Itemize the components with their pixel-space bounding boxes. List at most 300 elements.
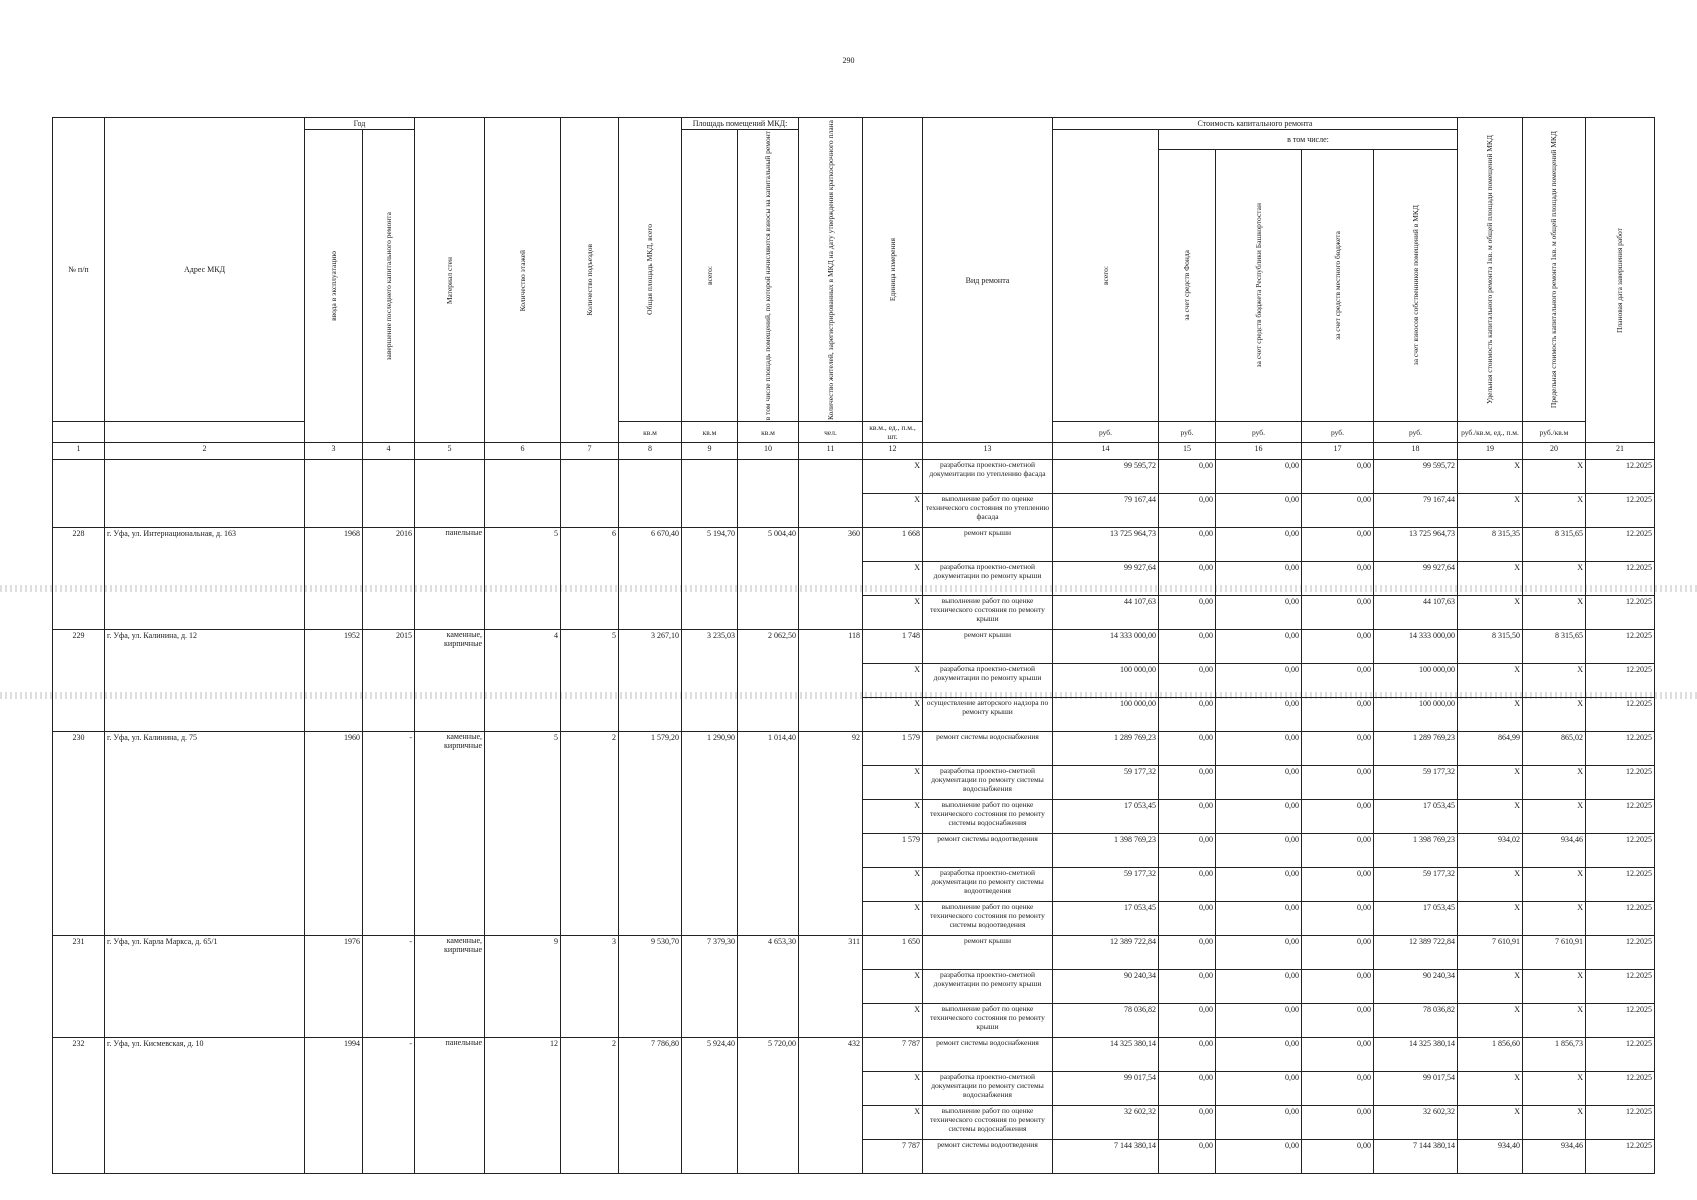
date-cell: 12.2025: [1586, 1140, 1655, 1174]
total-area-cell: [619, 664, 682, 698]
area-living-cell: [738, 596, 799, 630]
total-area-cell: 1 579,20: [619, 732, 682, 766]
date-cell: 12.2025: [1586, 494, 1655, 528]
unit-cell: руб.: [1302, 422, 1374, 443]
entrances-cell: [561, 1140, 619, 1174]
max-cost-cell: 934,46: [1523, 834, 1586, 868]
year-last-repair-cell: [363, 902, 415, 936]
table-row: [53, 970, 1655, 1004]
residents-cell: 432: [799, 1038, 863, 1072]
wall-material-cell: [415, 1106, 485, 1140]
repair-type-cell: выполнение работ по оценке технического состояния по ремонту крыши: [923, 1004, 1053, 1038]
year-last-repair-cell: [363, 664, 415, 698]
year-last-repair-cell: [363, 562, 415, 596]
table-row: [53, 834, 1655, 868]
area-all-cell: [682, 1004, 738, 1038]
area-living-cell: [738, 494, 799, 528]
cost-local-cell: 0,00: [1302, 494, 1374, 528]
residents-cell: 360: [799, 528, 863, 562]
cost-rb-cell: 0,00: [1216, 494, 1302, 528]
year-commission-cell: [305, 1072, 363, 1106]
address-cell: [105, 1072, 305, 1106]
area-all-cell: [682, 800, 738, 834]
year-commission-cell: 1968: [305, 528, 363, 562]
header-wall-material: Материал стен: [415, 118, 485, 443]
year-last-repair-cell: [363, 1004, 415, 1038]
row-number: [53, 1140, 105, 1174]
year-last-repair-cell: [363, 868, 415, 902]
year-last-repair-cell: [363, 460, 415, 494]
cost-local-cell: 0,00: [1302, 596, 1374, 630]
repair-type-cell: разработка проектно-сметной документации по ремонту крыши: [923, 970, 1053, 1004]
cost-owners-cell: 13 725 964,73: [1374, 528, 1458, 562]
col-number: 7: [561, 443, 619, 460]
max-cost-cell: X: [1523, 800, 1586, 834]
unit-value-cell: X: [863, 1004, 923, 1038]
floors-cell: 5: [485, 528, 561, 562]
entrances-cell: [561, 1004, 619, 1038]
address-cell: [105, 800, 305, 834]
header-floors: Количество этажей: [485, 118, 561, 443]
header-unit: Единица измерения: [863, 118, 923, 422]
year-commission-cell: [305, 970, 363, 1004]
area-all-cell: [682, 596, 738, 630]
cost-local-cell: 0,00: [1302, 970, 1374, 1004]
residents-cell: 118: [799, 630, 863, 664]
area-all-cell: [682, 1106, 738, 1140]
unit-cost-cell: X: [1458, 868, 1523, 902]
total-area-cell: 9 530,70: [619, 936, 682, 970]
area-living-cell: [738, 1004, 799, 1038]
entrances-cell: [561, 834, 619, 868]
floors-cell: 9: [485, 936, 561, 970]
year-last-repair-cell: [363, 1106, 415, 1140]
wall-material-cell: [415, 596, 485, 630]
repair-type-cell: ремонт системы водоотведения: [923, 1140, 1053, 1174]
header-cost-group: Стоимость капитального ремонта: [1053, 118, 1458, 130]
wall-material-cell: [415, 460, 485, 494]
repair-type-cell: разработка проектно-сметной документации по ремонту системы водоснабжения: [923, 766, 1053, 800]
date-cell: 12.2025: [1586, 1106, 1655, 1140]
total-area-cell: [619, 698, 682, 732]
entrances-cell: [561, 902, 619, 936]
address-cell: [105, 834, 305, 868]
date-cell: 12.2025: [1586, 698, 1655, 732]
year-commission-cell: [305, 1140, 363, 1174]
cost-total-cell: 90 240,34: [1053, 970, 1159, 1004]
area-living-cell: [738, 562, 799, 596]
total-area-cell: 6 670,40: [619, 528, 682, 562]
row-number: 231: [53, 936, 105, 970]
area-living-cell: [738, 1106, 799, 1140]
header-cost-fund: за счет средств Фонда: [1159, 149, 1216, 422]
cost-owners-cell: 59 177,32: [1374, 868, 1458, 902]
row-number: [53, 1072, 105, 1106]
row-number: 232: [53, 1038, 105, 1072]
floors-cell: [485, 494, 561, 528]
table-header: [53, 118, 1655, 460]
repair-type-cell: ремонт крыши: [923, 528, 1053, 562]
floors-cell: [485, 800, 561, 834]
date-cell: 12.2025: [1586, 800, 1655, 834]
cost-rb-cell: 0,00: [1216, 460, 1302, 494]
row-number: [53, 460, 105, 494]
residents-cell: [799, 596, 863, 630]
unit-cost-cell: X: [1458, 1072, 1523, 1106]
unit-cost-cell: X: [1458, 494, 1523, 528]
cost-fund-cell: 0,00: [1159, 1106, 1216, 1140]
row-number: [53, 902, 105, 936]
cost-local-cell: 0,00: [1302, 936, 1374, 970]
wall-material-cell: каменные, кирпичные: [415, 936, 485, 970]
wall-material-cell: [415, 494, 485, 528]
unit-value-cell: 1 668: [863, 528, 923, 562]
entrances-cell: 3: [561, 936, 619, 970]
unit-cost-cell: X: [1458, 1004, 1523, 1038]
total-area-cell: [619, 1140, 682, 1174]
col-number: 10: [738, 443, 799, 460]
cost-owners-cell: 44 107,63: [1374, 596, 1458, 630]
area-all-cell: [682, 970, 738, 1004]
cost-owners-cell: 100 000,00: [1374, 664, 1458, 698]
unit-value-cell: 1 579: [863, 732, 923, 766]
area-living-cell: [738, 834, 799, 868]
total-area-cell: 7 786,80: [619, 1038, 682, 1072]
col-number: 5: [415, 443, 485, 460]
row-number: [53, 834, 105, 868]
table-row: [53, 698, 1655, 732]
area-all-cell: [682, 494, 738, 528]
cost-total-cell: 79 167,44: [1053, 494, 1159, 528]
unit-cost-cell: 7 610,91: [1458, 936, 1523, 970]
date-cell: 12.2025: [1586, 1038, 1655, 1072]
cost-fund-cell: 0,00: [1159, 528, 1216, 562]
area-all-cell: 5 194,70: [682, 528, 738, 562]
cost-fund-cell: 0,00: [1159, 834, 1216, 868]
area-living-cell: [738, 766, 799, 800]
area-living-cell: 2 062,50: [738, 630, 799, 664]
residents-cell: [799, 834, 863, 868]
entrances-cell: [561, 800, 619, 834]
cost-rb-cell: 0,00: [1216, 528, 1302, 562]
residents-cell: [799, 460, 863, 494]
cost-owners-cell: 7 144 380,14: [1374, 1140, 1458, 1174]
address-cell: [105, 970, 305, 1004]
repair-type-cell: ремонт крыши: [923, 936, 1053, 970]
floors-cell: [485, 664, 561, 698]
col-number: 4: [363, 443, 415, 460]
unit-cost-cell: X: [1458, 460, 1523, 494]
unit-cost-cell: 1 856,60: [1458, 1038, 1523, 1072]
repair-type-cell: осуществление авторского надзора по ремонту крыши: [923, 698, 1053, 732]
year-commission-cell: [305, 596, 363, 630]
cost-owners-cell: 32 602,32: [1374, 1106, 1458, 1140]
wall-material-cell: [415, 800, 485, 834]
floors-cell: [485, 766, 561, 800]
header-cost-total: всего:: [1053, 130, 1159, 422]
unit-value-cell: X: [863, 664, 923, 698]
table-row: [53, 494, 1655, 528]
cost-total-cell: 14 325 380,14: [1053, 1038, 1159, 1072]
total-area-cell: [619, 596, 682, 630]
max-cost-cell: X: [1523, 868, 1586, 902]
cost-rb-cell: 0,00: [1216, 970, 1302, 1004]
row-number: [53, 970, 105, 1004]
year-last-repair-cell: -: [363, 732, 415, 766]
address-cell: [105, 596, 305, 630]
cost-local-cell: 0,00: [1302, 766, 1374, 800]
year-last-repair-cell: [363, 596, 415, 630]
row-number: [53, 1004, 105, 1038]
unit-cell: кв.м., ед., п.м., шт.: [863, 422, 923, 443]
unit-cell: кв.м: [738, 422, 799, 443]
max-cost-cell: 1 856,73: [1523, 1038, 1586, 1072]
area-all-cell: 3 235,03: [682, 630, 738, 664]
header-address: Адрес МКД: [105, 118, 305, 422]
header-entrances: Количество подъездов: [561, 118, 619, 443]
cost-local-cell: 0,00: [1302, 528, 1374, 562]
header-area-all: всего:: [682, 130, 738, 422]
cost-total-cell: 12 389 722,84: [1053, 936, 1159, 970]
cost-rb-cell: 0,00: [1216, 902, 1302, 936]
cost-fund-cell: 0,00: [1159, 1140, 1216, 1174]
entrances-cell: [561, 766, 619, 800]
table-body: [53, 460, 1655, 1174]
unit-cost-cell: X: [1458, 800, 1523, 834]
wall-material-cell: каменные, кирпичные: [415, 732, 485, 766]
cost-fund-cell: 0,00: [1159, 562, 1216, 596]
date-cell: 12.2025: [1586, 970, 1655, 1004]
cost-fund-cell: 0,00: [1159, 596, 1216, 630]
col-number: 19: [1458, 443, 1523, 460]
area-all-cell: [682, 664, 738, 698]
cost-owners-cell: 59 177,32: [1374, 766, 1458, 800]
unit-value-cell: X: [863, 970, 923, 1004]
entrances-cell: [561, 596, 619, 630]
date-cell: 12.2025: [1586, 766, 1655, 800]
area-all-cell: [682, 766, 738, 800]
area-living-cell: 4 653,30: [738, 936, 799, 970]
total-area-cell: [619, 800, 682, 834]
entrances-cell: [561, 1106, 619, 1140]
year-commission-cell: 1952: [305, 630, 363, 664]
area-all-cell: 1 290,90: [682, 732, 738, 766]
floors-cell: 5: [485, 732, 561, 766]
max-cost-cell: 934,46: [1523, 1140, 1586, 1174]
wall-material-cell: [415, 1140, 485, 1174]
repair-type-cell: разработка проектно-сметной документации по ремонту крыши: [923, 664, 1053, 698]
col-number: 8: [619, 443, 682, 460]
unit-cost-cell: X: [1458, 698, 1523, 732]
residents-cell: 92: [799, 732, 863, 766]
cost-rb-cell: 0,00: [1216, 800, 1302, 834]
table-row: [53, 766, 1655, 800]
row-number: [53, 664, 105, 698]
area-all-cell: 7 379,30: [682, 936, 738, 970]
unit-cost-cell: X: [1458, 1106, 1523, 1140]
entrances-cell: [561, 562, 619, 596]
cost-owners-cell: 12 389 722,84: [1374, 936, 1458, 970]
repair-type-cell: выполнение работ по оценке технического состояния по утеплению фасада: [923, 494, 1053, 528]
year-commission-cell: [305, 868, 363, 902]
area-all-cell: [682, 562, 738, 596]
year-commission-cell: [305, 460, 363, 494]
cost-local-cell: 0,00: [1302, 800, 1374, 834]
address-cell: [105, 766, 305, 800]
address-cell: [105, 562, 305, 596]
entrances-cell: 5: [561, 630, 619, 664]
residents-cell: [799, 698, 863, 732]
page-number: 290: [842, 56, 855, 65]
total-area-cell: [619, 1106, 682, 1140]
cost-local-cell: 0,00: [1302, 460, 1374, 494]
residents-cell: [799, 1140, 863, 1174]
col-number: 12: [863, 443, 923, 460]
wall-material-cell: [415, 698, 485, 732]
date-cell: 12.2025: [1586, 630, 1655, 664]
date-cell: 12.2025: [1586, 902, 1655, 936]
residents-cell: [799, 800, 863, 834]
total-area-cell: [619, 494, 682, 528]
floors-cell: [485, 596, 561, 630]
residents-cell: [799, 766, 863, 800]
cost-rb-cell: 0,00: [1216, 1072, 1302, 1106]
total-area-cell: 3 267,10: [619, 630, 682, 664]
cost-fund-cell: 0,00: [1159, 868, 1216, 902]
table-row: [53, 664, 1655, 698]
area-all-cell: [682, 1140, 738, 1174]
col-number: 16: [1216, 443, 1302, 460]
repair-type-cell: ремонт крыши: [923, 630, 1053, 664]
cost-total-cell: 59 177,32: [1053, 868, 1159, 902]
col-number: 15: [1159, 443, 1216, 460]
entrances-cell: [561, 494, 619, 528]
wall-material-cell: [415, 766, 485, 800]
header-incl: в том числе:: [1159, 130, 1458, 150]
unit-cost-cell: X: [1458, 902, 1523, 936]
year-last-repair-cell: [363, 1072, 415, 1106]
max-cost-cell: 865,02: [1523, 732, 1586, 766]
header-area-living: в том числе площадь помещений, по которой начисляются взносы на капитальный ремонт: [738, 130, 799, 422]
unit-cost-cell: X: [1458, 596, 1523, 630]
col-number: 13: [923, 443, 1053, 460]
table-row: [53, 800, 1655, 834]
cost-local-cell: 0,00: [1302, 698, 1374, 732]
wall-material-cell: каменные, кирпичные: [415, 630, 485, 664]
residents-cell: [799, 1004, 863, 1038]
repair-type-cell: выполнение работ по оценке технического состояния по ремонту системы водоснабжения: [923, 1106, 1053, 1140]
area-living-cell: 5 720,00: [738, 1038, 799, 1072]
header-residents: Количество жителей, зарегистрированных в МКД на дату утверждения краткосрочного плана: [799, 118, 863, 422]
cost-local-cell: 0,00: [1302, 1038, 1374, 1072]
cost-local-cell: 0,00: [1302, 630, 1374, 664]
header-cost-rb: за счет средств бюджета Республики Башкортостан: [1216, 149, 1302, 422]
floors-cell: [485, 1072, 561, 1106]
unit-value-cell: X: [863, 494, 923, 528]
area-living-cell: [738, 698, 799, 732]
repair-type-cell: ремонт системы водоснабжения: [923, 732, 1053, 766]
floors-cell: [485, 460, 561, 494]
col-number: 2: [105, 443, 305, 460]
area-living-cell: [738, 664, 799, 698]
unit-cell: руб.: [1374, 422, 1458, 443]
address-cell: [105, 902, 305, 936]
cost-owners-cell: 14 333 000,00: [1374, 630, 1458, 664]
cost-local-cell: 0,00: [1302, 1140, 1374, 1174]
repair-type-cell: разработка проектно-сметной документации по ремонту системы водоснабжения: [923, 1072, 1053, 1106]
cost-local-cell: 0,00: [1302, 902, 1374, 936]
cost-fund-cell: 0,00: [1159, 766, 1216, 800]
row-number: [53, 562, 105, 596]
wall-material-cell: [415, 1004, 485, 1038]
max-cost-cell: X: [1523, 1106, 1586, 1140]
floors-cell: [485, 868, 561, 902]
cost-fund-cell: 0,00: [1159, 698, 1216, 732]
header-cost-local: за счет средств местного бюджета: [1302, 149, 1374, 422]
entrances-cell: [561, 970, 619, 1004]
address-cell: [105, 1106, 305, 1140]
floors-cell: [485, 902, 561, 936]
year-commission-cell: [305, 698, 363, 732]
header-total-area: Общая площадь МКД, всего: [619, 118, 682, 422]
area-living-cell: [738, 902, 799, 936]
wall-material-cell: панельные: [415, 528, 485, 562]
address-cell: г. Уфа, ул. Карла Маркса, д. 65/1: [105, 936, 305, 970]
total-area-cell: [619, 868, 682, 902]
cost-fund-cell: 0,00: [1159, 902, 1216, 936]
entrances-cell: [561, 460, 619, 494]
cost-fund-cell: 0,00: [1159, 630, 1216, 664]
header-repair-type: Вид ремонта: [923, 118, 1053, 443]
total-area-cell: [619, 1004, 682, 1038]
area-living-cell: [738, 970, 799, 1004]
area-all-cell: [682, 902, 738, 936]
cost-rb-cell: 0,00: [1216, 834, 1302, 868]
address-cell: г. Уфа, ул. Интернациональная, д. 163: [105, 528, 305, 562]
cost-total-cell: 17 053,45: [1053, 800, 1159, 834]
cost-owners-cell: 99 017,54: [1374, 1072, 1458, 1106]
cost-rb-cell: 0,00: [1216, 1106, 1302, 1140]
year-commission-cell: [305, 562, 363, 596]
year-last-repair-cell: -: [363, 1038, 415, 1072]
unit-value-cell: X: [863, 698, 923, 732]
max-cost-cell: X: [1523, 1072, 1586, 1106]
col-number: 20: [1523, 443, 1586, 460]
cost-rb-cell: 0,00: [1216, 664, 1302, 698]
repair-type-cell: выполнение работ по оценке технического состояния по ремонту крыши: [923, 596, 1053, 630]
cost-rb-cell: 0,00: [1216, 1140, 1302, 1174]
unit-value-cell: 7 787: [863, 1140, 923, 1174]
unit-cell: руб.: [1216, 422, 1302, 443]
floors-cell: [485, 1140, 561, 1174]
floors-cell: [485, 698, 561, 732]
row-number: 228: [53, 528, 105, 562]
cost-total-cell: 13 725 964,73: [1053, 528, 1159, 562]
unit-cell: кв.м: [682, 422, 738, 443]
total-area-cell: [619, 902, 682, 936]
date-cell: 12.2025: [1586, 528, 1655, 562]
header-area-group: Площадь помещений МКД:: [682, 118, 799, 130]
year-last-repair-cell: [363, 698, 415, 732]
cost-rb-cell: 0,00: [1216, 630, 1302, 664]
date-cell: 12.2025: [1586, 936, 1655, 970]
repair-type-cell: разработка проектно-сметной документации по ремонту крыши: [923, 562, 1053, 596]
wall-material-cell: [415, 902, 485, 936]
floors-cell: [485, 1106, 561, 1140]
unit-cost-cell: X: [1458, 766, 1523, 800]
row-number: [53, 596, 105, 630]
year-commission-cell: [305, 1106, 363, 1140]
